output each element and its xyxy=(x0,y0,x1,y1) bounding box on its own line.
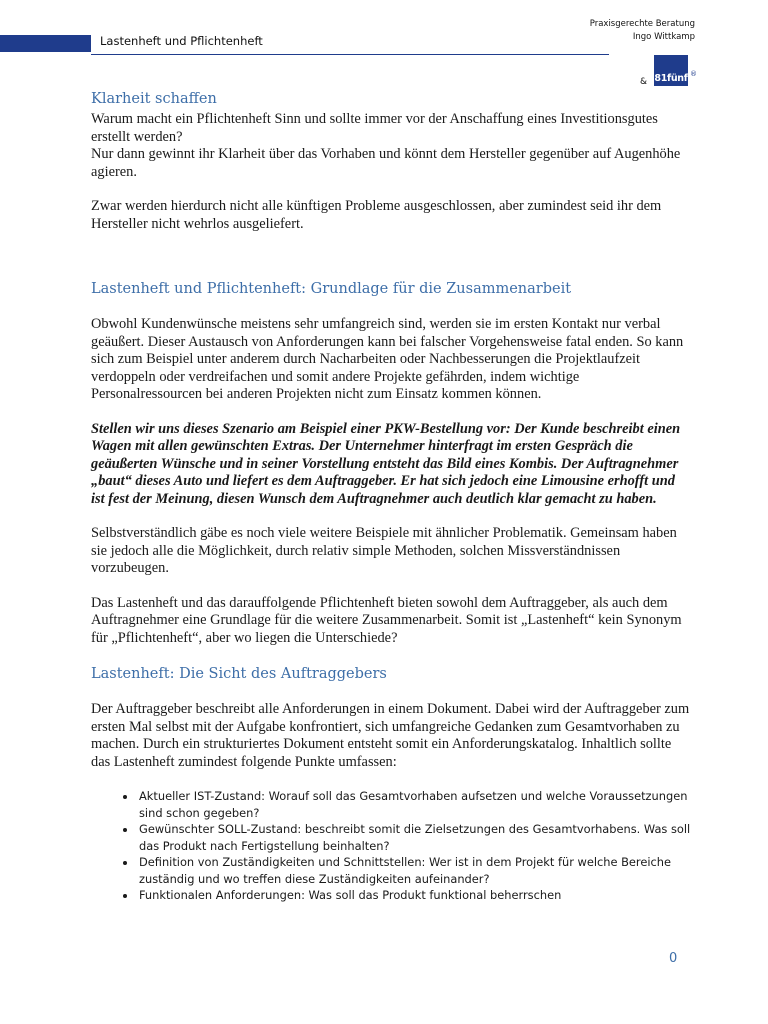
list-item: • Aktueller IST-Zustand: Worauf soll das Gesamtvorhaben aufsetzen und welche Voraussetzungen sind schon gegeben? xyxy=(137,788,691,821)
paragraph: Nur dann gewinnt ihr Klarheit über das Vorhaben und könnt dem Hersteller gegenüber auf Augenhöhe agieren. xyxy=(91,146,681,180)
list-item: • Definition von Zuständigkeiten und Schnittstellen: Wer ist in dem Projekt für welche Bereiche zuständig und wo treffen diese Zuständigkeiten aufeinander? xyxy=(137,854,691,887)
header-color-bar xyxy=(0,35,91,52)
header-rule xyxy=(91,54,609,55)
page-number: 0 xyxy=(669,951,678,966)
section-heading-klarheit: Klarheit schaffen xyxy=(91,91,217,107)
ampersand: & xyxy=(640,77,648,87)
paragraph: Der Auftraggeber beschreibt alle Anforderungen in einem Dokument. Dabei wird der Auftraggeber zum ersten Mal selbst mit der Aufgabe konfrontiert, sich umfangreiche Gedanken zum Gesamtvorhaben zu machen. Durch ein strukturiertes Dokument entsteht somit ein Anforderungskatalog. Inhaltlich sollte das Lastenheft zumindest folgende Punkte umfassen: xyxy=(91,701,690,770)
paragraph-example: Stellen wir uns dieses Szenario am Beispiel einer PKW-Bestellung vor: Der Kunde beschreibt einen Wagen mit allen gewünschten Extras. Der Unternehmer hinterfragt im ersten Gespräch die geäußerten Wünsche und in seiner Vorstellung entsteht das Bild eines Kombis. Der Auftragnehmer „baut“ dieses Auto und liefert es dem Auftraggeber. Er hat sich jedoch eine Limousine erhofft und ist fest der Meinung, diesen Wunsch dem Auftragnehmer auch deutlich klar gemacht zu haben. xyxy=(91,420,681,507)
document-body xyxy=(91,89,691,904)
section-heading-grundlage: Lastenheft und Pflichtenheft: Grundlage für die Zusammenarbeit xyxy=(91,281,572,297)
registered-mark: ® xyxy=(690,70,697,78)
company-line-2: Ingo Wittkamp xyxy=(632,32,695,42)
paragraph: Warum macht ein Pflichtenheft Sinn und sollte immer vor der Anschaffung eines Investitionsgutes erstellt werden? xyxy=(91,111,658,145)
requirements-list xyxy=(91,788,691,904)
paragraph: Das Lastenheft und das darauffolgende Pflichtenheft bieten sowohl dem Auftraggeber, als auch dem Auftragnehmer eine Grundlage für die weitere Zusammenarbeit. Somit ist „Lastenheft“ kein Synonym für „Pflichtenheft“, aber wo liegen die Unterschiede? xyxy=(91,594,682,646)
paragraph: Obwohl Kundenwünsche meistens sehr umfangreich sind, werden sie im ersten Kontakt nur verbal geäußert. Dieser Austausch von Anforderungen kann bei falscher Vorgehensweise fatal enden. So kann sich zum Beispiel unter anderem durch Nacharbeiten oder Nachbesserungen die Projektlaufzeit verdoppeln oder verdreifachen und somit andere Projekte gefährden, indem wichtige Personalressourcen bei anderen Projekten nicht zum Einsatz kommen können. xyxy=(91,316,684,402)
list-item: • Funktionalen Anforderungen: Was soll das Produkt funktional beherrschen xyxy=(137,887,691,904)
logo-text: 81fünf xyxy=(654,73,688,84)
list-item: • Gewünschter SOLL-Zustand: beschreibt somit die Zielsetzungen des Gesamtvorhabens. Was soll das Produkt nach Fertigstellung beinhalten? xyxy=(137,821,691,854)
section-heading-lastenheft: Lastenheft: Die Sicht des Auftraggebers xyxy=(91,666,387,682)
header-title: Lastenheft und Pflichtenheft xyxy=(100,34,263,48)
company-line-1: Praxisgerechte Beratung xyxy=(589,19,695,29)
header-company xyxy=(590,18,695,44)
paragraph: Zwar werden hierdurch nicht alle künftigen Probleme ausgeschlossen, aber zumindest seid ihr dem Hersteller nicht wehrlos ausgeliefert. xyxy=(91,198,662,232)
paragraph: Selbstverständlich gäbe es noch viele weitere Beispiele mit ähnlicher Problematik. Gemeinsam haben sie jedoch alle die Möglichkeit, durch relativ simple Methoden, solchen Missverständnissen vorzubeugen. xyxy=(91,525,677,576)
logo-icon xyxy=(654,55,688,86)
